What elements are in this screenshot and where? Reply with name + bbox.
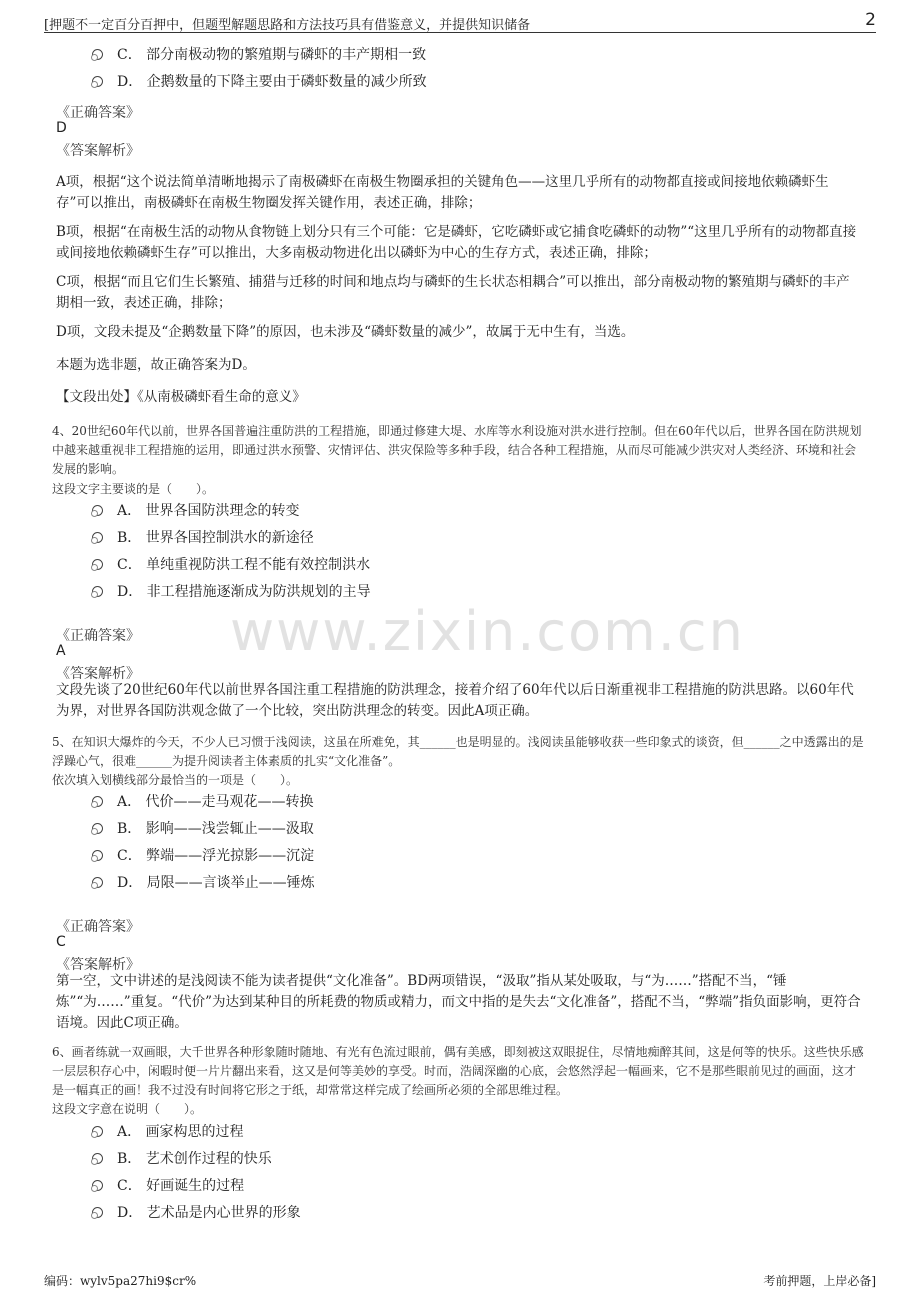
radio-icon[interactable] bbox=[92, 796, 103, 807]
analysis-paragraph: A项，根据“这个说法简单清晰地揭示了南极磷虾在南极生物圈承担的关键角色——这里几乎所有的动物都直接或间接地依赖磷虾生存”可以推出，南极磷虾在南极生物圈发挥关键作用，表述正确，排除； bbox=[56, 174, 829, 211]
q3-option-c[interactable]: C． 部分南极动物的繁殖期与磷虾的丰产期相一致 bbox=[92, 45, 426, 65]
q6-option-b[interactable]: B． 艺术创作过程的快乐 bbox=[92, 1149, 272, 1169]
page-header bbox=[44, 10, 876, 33]
question-prompt: 这段文字主要谈的是（ ）。 bbox=[52, 482, 215, 496]
question-stem: 6、画者练就一双画眼，大千世界各种形象随时随地、有光有色流过眼前，偶有美感，即刻被这双眼捉住，尽情地痴醉其间，这是何等的快乐。这些快乐感一层层积存心中，闲暇时便一片片翻出来看，这又是何等美妙的享受。时而，浩阔深幽的心底，会悠然浮起一幅画来，它不是那些眼前见过的画面，这才是一幅真正的画！我不过没有时间将它形之于纸，却常常这样完成了绘画所必须的全部思维过程。 bbox=[52, 1045, 864, 1097]
analysis-label: 《答案解析》 bbox=[56, 666, 140, 682]
q5-option-d[interactable]: D． 局限——言谈举止——锤炼 bbox=[92, 873, 315, 893]
question-prompt: 依次填入划横线部分最恰当的一项是（ ）。 bbox=[52, 773, 299, 787]
analysis-label: 《答案解析》 bbox=[56, 143, 140, 159]
radio-icon[interactable] bbox=[92, 1126, 103, 1137]
question-stem: 4、20世纪60年代以前，世界各国普遍注重防洪的工程措施，即通过修建大堤、水库等水利设施对洪水进行控制。但在60年代以后，世界各国在防洪规划中越来越重视非工程措施的运用，即通过洪水预警、灾情评估、洪灾保险等多种手段，结合各种工程措施，从而尽可能减少洪灾对人类经济、环境和社会发展的影响。 bbox=[52, 424, 862, 476]
source-citation: 【文段出处】《从南极磷虾看生命的意义》 bbox=[56, 389, 306, 405]
page-number: 2 bbox=[865, 10, 876, 30]
answer-label: 《正确答案》 bbox=[56, 919, 140, 935]
q5-option-b[interactable]: B． 影响——浅尝辄止——汲取 bbox=[92, 819, 314, 839]
radio-icon[interactable] bbox=[92, 532, 103, 543]
answer-value: D bbox=[56, 120, 67, 136]
analysis-paragraph: 文段先谈了20世纪60年代以前世界各国注重工程措施的防洪理念，接着介绍了60年代以后日渐重视非工程措施的防洪思路。以60年代为界，对世界各国防洪观念做了一个比较，突出防洪理念的转变。因此A项正确。 bbox=[56, 682, 854, 719]
q5-option-a[interactable]: A． 代价——走马观花——转换 bbox=[92, 792, 314, 812]
answer-label: 《正确答案》 bbox=[56, 105, 140, 121]
radio-icon[interactable] bbox=[92, 586, 103, 597]
radio-icon[interactable] bbox=[92, 505, 103, 516]
analysis-paragraph: D项，文段未提及“企鹅数量下降”的原因，也未涉及“磷虾数量的减少”，故属于无中生有，当选。 bbox=[56, 324, 635, 340]
q6-option-a[interactable]: A． 画家构思的过程 bbox=[92, 1122, 244, 1142]
radio-icon[interactable] bbox=[92, 850, 103, 861]
radio-icon[interactable] bbox=[92, 76, 103, 87]
header-note: [押题不一定百分百押中，但题型解题思路和方法技巧具有借鉴意义，并提供知识储备 bbox=[44, 18, 531, 33]
q4-option-a[interactable]: A． 世界各国防洪理念的转变 bbox=[92, 501, 300, 521]
q3-option-d[interactable]: D． 企鹅数量的下降主要由于磷虾数量的减少所致 bbox=[92, 72, 427, 92]
analysis-paragraph: C项，根据“而且它们生长繁殖、捕猎与迁移的时间和地点均与磷虾的生长状态相耦合”可以推出，部分南极动物的繁殖期与磷虾的丰产期相一致，表述正确，排除； bbox=[56, 274, 850, 311]
radio-icon[interactable] bbox=[92, 877, 103, 888]
footer-code: 编码：wylv5pa27hi9$cr% bbox=[44, 1274, 197, 1288]
radio-icon[interactable] bbox=[92, 559, 103, 570]
q4-option-d[interactable]: D． 非工程措施逐渐成为防洪规划的主导 bbox=[92, 582, 371, 602]
analysis-label: 《答案解析》 bbox=[56, 957, 140, 973]
q5-option-c[interactable]: C． 弊端——浮光掠影——沉淀 bbox=[92, 846, 314, 866]
question-stem: 5、在知识大爆炸的今天，不少人已习惯于浅阅读，这虽在所难免，其______也是明显的。浅阅读虽能够收获一些印象式的谈资，但______之中透露出的是浮躁心气，很难______为提升阅读者主体素质的扎实“文化准备”。 bbox=[52, 735, 864, 768]
radio-icon[interactable] bbox=[92, 1180, 103, 1191]
footer-slogan: 考前押题，上岸必备] bbox=[763, 1274, 876, 1288]
watermark: www.zixin.com.cn bbox=[230, 600, 745, 663]
radio-icon[interactable] bbox=[92, 823, 103, 834]
q4-option-b[interactable]: B． 世界各国控制洪水的新途径 bbox=[92, 528, 314, 548]
analysis-paragraph: B项，根据“在南极生活的动物从食物链上划分只有三个可能：它是磷虾，它吃磷虾或它捕食吃磷虾的动物”“这里几乎所有的动物都直接或间接地依赖磷虾生存”可以推出，大多南极动物进化出以磷虾为中心的生存方式，表述正确，排除； bbox=[56, 224, 857, 261]
radio-icon[interactable] bbox=[92, 1153, 103, 1164]
q4-option-c[interactable]: C． 单纯重视防洪工程不能有效控制洪水 bbox=[92, 555, 370, 575]
q6-option-d[interactable]: D． 艺术品是内心世界的形象 bbox=[92, 1203, 301, 1223]
radio-icon[interactable] bbox=[92, 1207, 103, 1218]
answer-value: A bbox=[56, 643, 66, 659]
answer-label: 《正确答案》 bbox=[56, 628, 140, 644]
q6-option-c[interactable]: C． 好画诞生的过程 bbox=[92, 1176, 244, 1196]
radio-icon[interactable] bbox=[92, 49, 103, 60]
answer-value: C bbox=[56, 934, 66, 950]
analysis-paragraph: 本题为选非题，故正确答案为D。 bbox=[56, 357, 256, 373]
analysis-paragraph: 第一空，文中讲述的是浅阅读不能为读者提供“文化准备”。BD两项错误，“汲取”指从某处吸取，与“为……”搭配不当，“锤炼”“为……”重复。“代价”为达到某种目的所耗费的物质或精力，而文中指的是失去“文化准备”，搭配不当，“弊端”指负面影响，更符合语境。因此C项正确。 bbox=[56, 973, 861, 1031]
question-prompt: 这段文字意在说明（ ）。 bbox=[52, 1102, 203, 1116]
